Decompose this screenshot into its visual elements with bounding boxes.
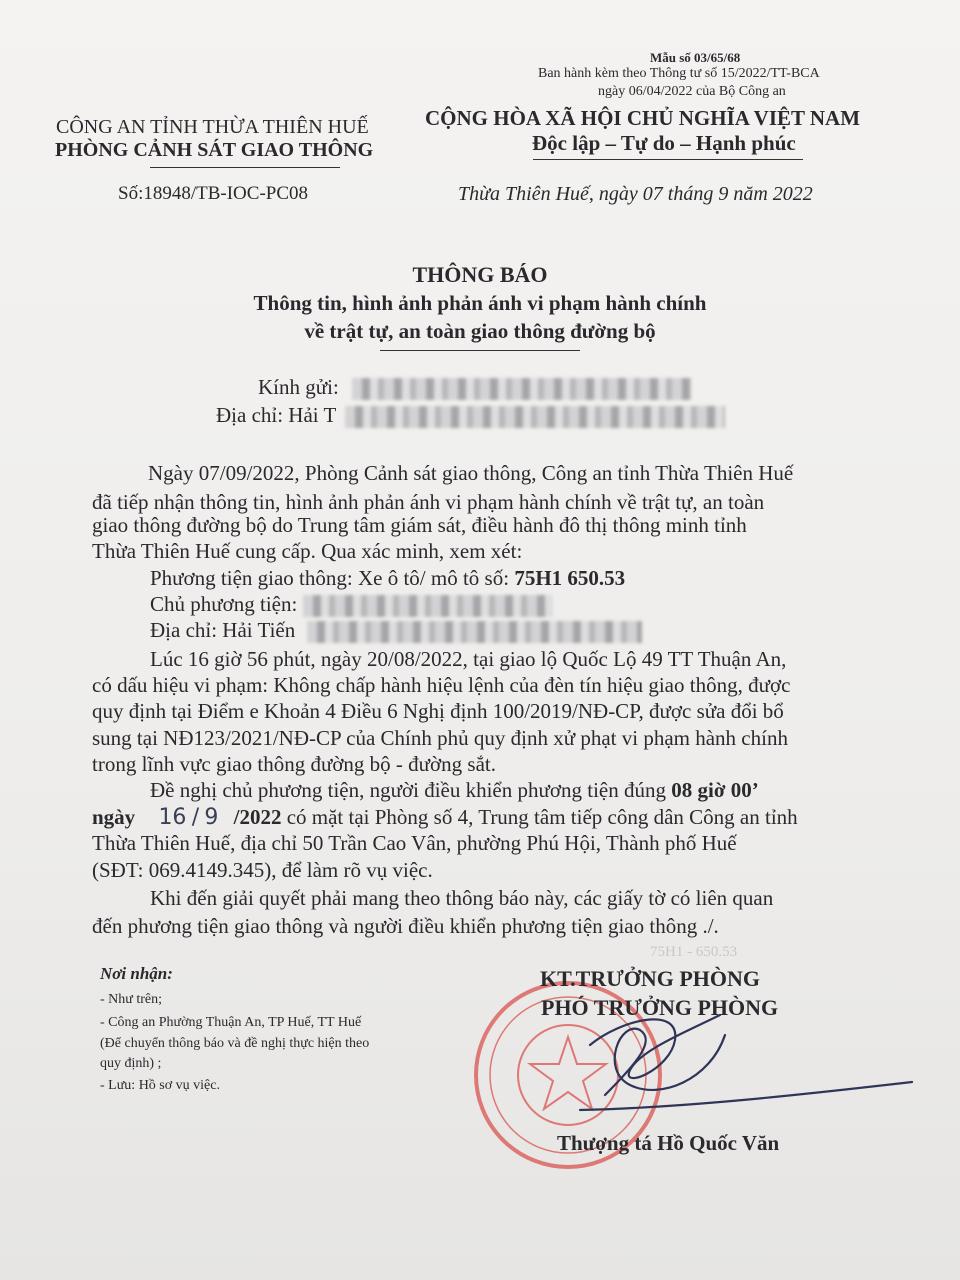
form-issued-date: ngày 06/04/2022 của Bộ Công an <box>598 84 786 99</box>
para2-line1: Lúc 16 giờ 56 phút, ngày 20/08/2022, tại giao lộ Quốc Lộ 49 TT Thuận An, <box>150 647 787 671</box>
issuer-agency: CÔNG AN TỈNH THỪA THIÊN HUẾ <box>56 116 369 138</box>
title-underline <box>380 350 580 351</box>
handwritten-day: 16 <box>158 805 187 830</box>
nation-title: CỘNG HÒA XÃ HỘI CHỦ NGHĨA VIỆT NAM <box>425 106 861 130</box>
document-title: THÔNG BÁO <box>412 262 548 287</box>
motto-underline <box>533 159 803 160</box>
para3-line3: Thừa Thiên Huế, địa chỉ 50 Trần Cao Vân, phường Phú Hội, Thành phố Huế <box>92 831 737 855</box>
recipient-line <box>258 373 692 402</box>
document-subtitle-2: về trật tự, an toàn giao thông đường bộ <box>304 319 656 343</box>
dia-chi-label: Địa chỉ: Hải T <box>216 403 336 427</box>
license-plate: 75H1 650.53 <box>514 566 626 590</box>
para2-line5: trong lĩnh vực giao thông đường bộ - đường sắt. <box>92 752 496 776</box>
noi-nhan-item-3: (Để chuyển thông báo và đề nghị thực hiện theo <box>100 1036 370 1051</box>
signature-kt: KT.TRƯỞNG PHÒNG <box>540 966 760 991</box>
document-subtitle-1: Thông tin, hình ảnh phản ánh vi phạm hành chính <box>253 291 707 315</box>
appointment-time: 08 giờ 00’ <box>671 778 759 802</box>
handwritten-signature <box>560 1000 920 1140</box>
issuer-underline <box>150 167 340 168</box>
para3-text: Đề nghị chủ phương tiện, người điều khiển phương tiện đúng <box>150 778 666 802</box>
form-number: Mẫu số 03/65/68 <box>650 50 741 65</box>
signer-name: Thượng tá Hồ Quốc Văn <box>557 1131 780 1155</box>
noi-nhan-item-5: - Lưu: Hồ sơ vụ việc. <box>100 1078 220 1093</box>
ngay-label: ngày <box>92 805 136 829</box>
issue-date: Thừa Thiên Huế, ngày 07 tháng 9 năm 2022 <box>458 183 813 205</box>
signature-title: PHÓ TRƯỞNG PHÒNG <box>541 995 779 1020</box>
para1-line3: giao thông đường bộ do Trung tâm giám sát, điều hành đô thị thông minh tỉnh <box>92 513 747 537</box>
issuer-department: PHÒNG CẢNH SÁT GIAO THÔNG <box>55 139 374 161</box>
owner-label: Chủ phương tiện: <box>150 592 298 616</box>
para2-line4: sung tại NĐ123/2021/NĐ-CP của Chính phủ quy định xử phạt vi phạm hành chính <box>92 726 788 750</box>
appointment-year: /2022 <box>233 805 282 829</box>
para1-line2: đã tiếp nhận thông tin, hình ảnh phản ánh vi phạm hành chính về trật tự, an toàn <box>92 490 765 514</box>
form-issued-by: Ban hành kèm theo Thông tư số 15/2022/TT-BCA <box>538 66 820 81</box>
noi-nhan-title: Nơi nhận: <box>100 964 173 983</box>
redacted-recipient <box>352 378 692 400</box>
vehicle-label: Phương tiện giao thông: Xe ô tô/ mô tô số: <box>150 566 510 590</box>
owner-address-line <box>150 616 642 645</box>
recipient-address-line <box>216 401 725 430</box>
nation-motto: Độc lập – Tự do – Hạnh phúc <box>532 131 796 155</box>
kinh-gui-label: Kính gửi: <box>258 375 339 399</box>
noi-nhan-item-2: - Công an Phường Thuận An, TP Huế, TT Huế <box>100 1015 362 1030</box>
para1-line4: Thừa Thiên Huế cung cấp. Qua xác minh, xem xét: <box>92 539 523 563</box>
para4-line2: đến phương tiện giao thông và người điều khiển phương tiện giao thông ./. <box>92 914 719 938</box>
para1-line1: Ngày 07/09/2022, Phòng Cảnh sát giao thông, Công an tỉnh Thừa Thiên Huế <box>148 461 794 485</box>
vehicle-line <box>150 564 625 593</box>
noi-nhan-item-1: - Như trên; <box>100 992 163 1007</box>
document-number: Số:18948/TB-IOC-PC08 <box>118 183 309 204</box>
para2-line2: có dấu hiệu vi phạm: Không chấp hành hiệu lệnh của đèn tín hiệu giao thông, được <box>92 673 791 697</box>
handwritten-month: 9 <box>204 805 219 830</box>
para4-line1: Khi đến giải quyết phải mang theo thông báo này, các giấy tờ có liên quan <box>150 886 774 910</box>
faint-plate-showthrough: 75H1 - 650.53 <box>650 944 738 960</box>
handwritten-slash: / <box>191 805 200 830</box>
owner-address-label: Địa chỉ: Hải Tiến <box>150 618 296 642</box>
redacted-address <box>345 406 725 428</box>
para3-location: có mặt tại Phòng số 4, Trung tâm tiếp công dân Công an tỉnh <box>286 805 798 829</box>
para3-line1 <box>150 776 759 805</box>
redacted-owner <box>303 595 553 617</box>
noi-nhan-item-4: quy định) ; <box>100 1056 162 1071</box>
redacted-owner-address <box>307 621 642 643</box>
owner-line <box>150 590 553 619</box>
para3-line4: (SĐT: 069.4149.345), để làm rõ vụ việc. <box>92 858 433 882</box>
para2-line3: quy định tại Điểm e Khoản 4 Điều 6 Nghị định 100/2019/NĐ-CP, được sửa đổi bổ <box>92 699 784 723</box>
para3-line2 <box>92 803 798 832</box>
